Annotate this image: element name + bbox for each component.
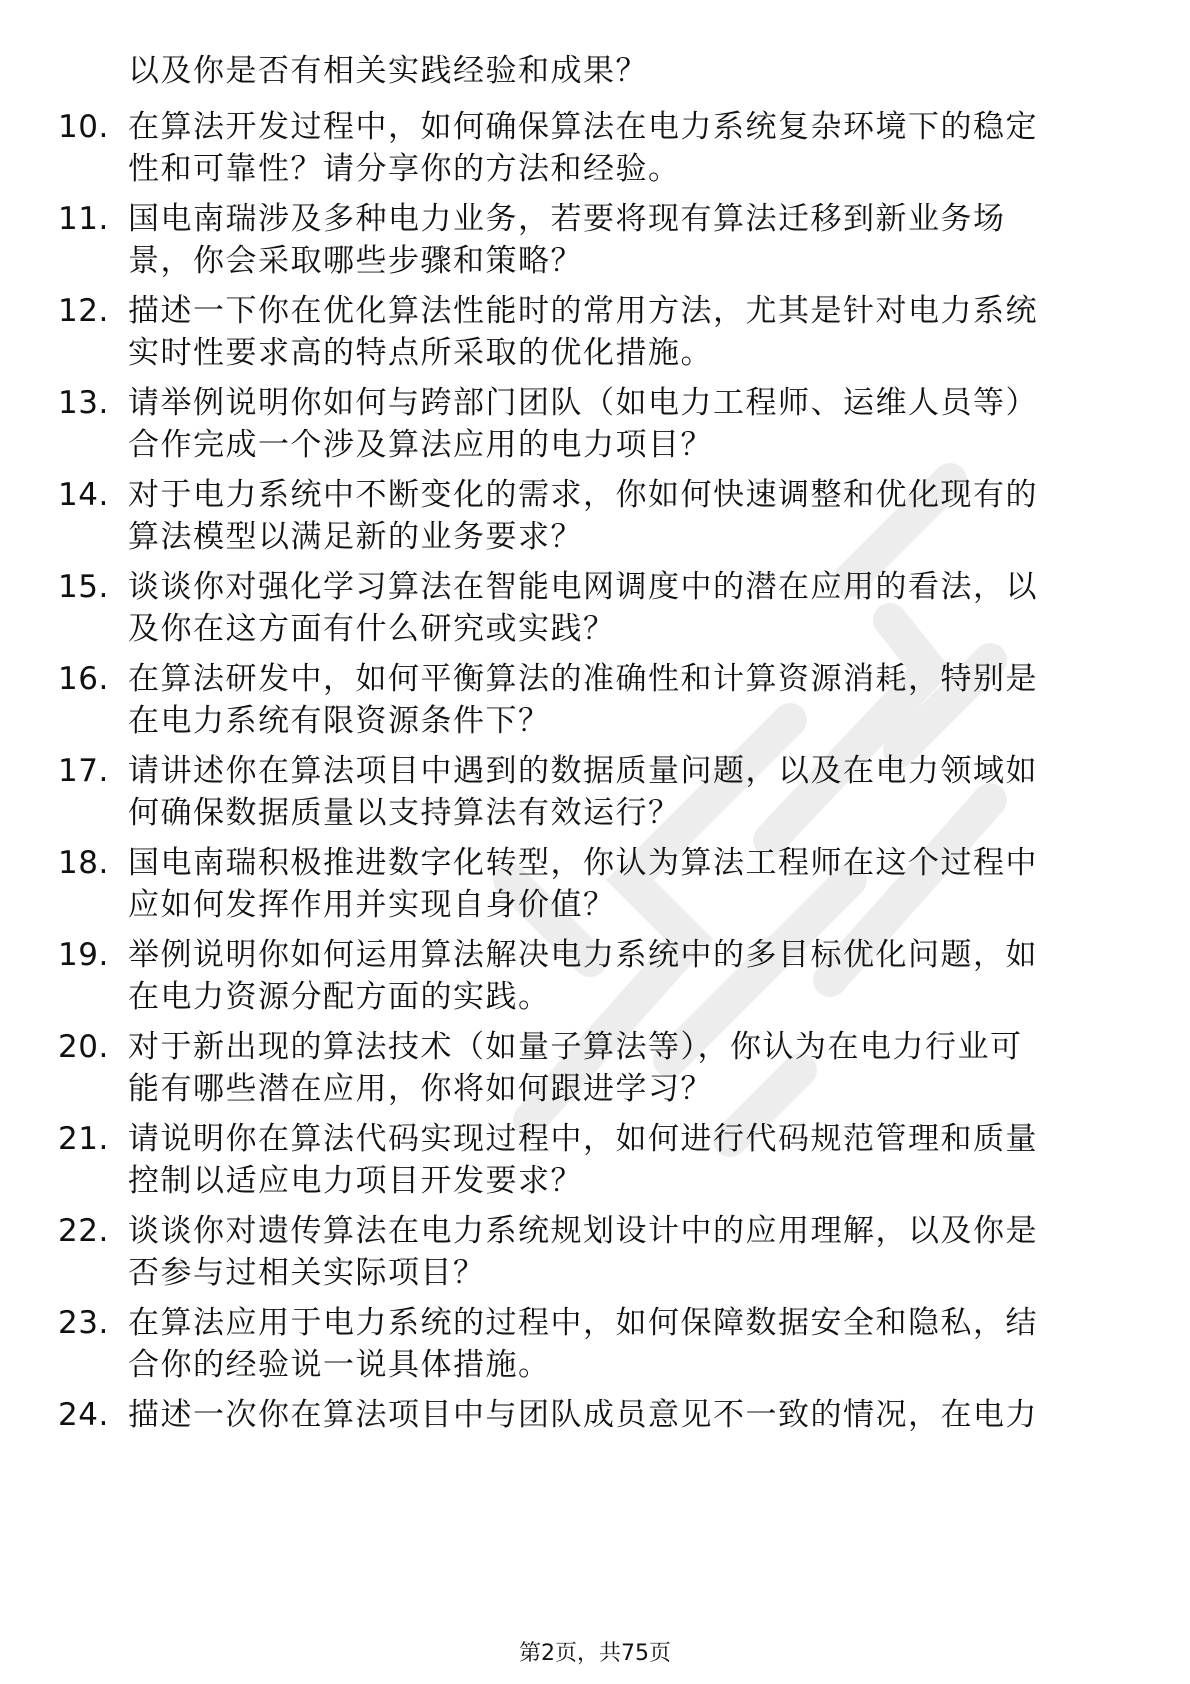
question-text: 谈谈你对强化学习算法在智能电网调度中的潜在应用的看法，以 及你在这方面有什么研究或实践？ [128,569,1038,647]
question-number: 13. [58,385,109,421]
question-text: 描述一次你在算法项目中与团队成员意见不一致的情况，在电力 [128,1397,1038,1433]
question-number: 23. [58,1305,109,1341]
question-number: 16. [58,661,109,697]
question-text: 请讲述你在算法项目中遇到的数据质量问题，以及在电力领域如 何确保数据质量以支持算法有效运行？ [128,753,1038,831]
question-text: 在算法研发中，如何平衡算法的准确性和计算资源消耗，特别是 在电力系统有限资源条件下？ [128,661,1038,739]
question-number: 21. [58,1121,109,1157]
question-text: 请举例说明你如何与跨部门团队（如电力工程师、运维人员等） 合作完成一个涉及算法应用的电力项目？ [128,385,1038,463]
question-number: 20. [58,1029,109,1065]
question-text: 对于新出现的算法技术（如量子算法等），你认为在电力行业可 能有哪些潜在应用，你将如何跟进学习？ [128,1029,1023,1107]
question-number: 19. [58,937,109,973]
question-number: 14. [58,477,109,513]
question-number: 15. [58,569,109,605]
question-number: 11. [58,201,109,237]
question-number: 10. [58,109,109,145]
question-text: 国电南瑞涉及多种电力业务，若要将现有算法迁移到新业务场 景，你会采取哪些步骤和策略？ [128,201,1006,279]
question-text: 国电南瑞积极推进数字化转型，你认为算法工程师在这个过程中 应如何发挥作用并实现自身价值？ [128,845,1038,923]
question-text: 在算法应用于电力系统的过程中，如何保障数据安全和隐私，结 合你的经验说一说具体措施。 [128,1305,1038,1383]
question-text: 对于电力系统中不断变化的需求，你如何快速调整和优化现有的 算法模型以满足新的业务要求？ [128,477,1038,555]
page-footer: 第2页，共75页 [519,1641,671,1666]
question-number: 18. [58,845,109,881]
question-number: 12. [58,293,109,329]
question-text: 请说明你在算法代码实现过程中，如何进行代码规范管理和质量 控制以适应电力项目开发要求？ [128,1121,1038,1199]
continuation-text: 以及你是否有相关实践经验和成果？ [128,53,648,89]
question-number: 22. [58,1213,109,1249]
question-number: 17. [58,753,109,789]
question-text: 在算法开发过程中，如何确保算法在电力系统复杂环境下的稳定 性和可靠性？请分享你的方法和经验。 [128,109,1038,187]
question-number: 24. [58,1397,109,1433]
question-text: 举例说明你如何运用算法解决电力系统中的多目标优化问题，如 在电力资源分配方面的实践。 [128,937,1038,1015]
question-text: 描述一下你在优化算法性能时的常用方法，尤其是针对电力系统 实时性要求高的特点所采取的优化措施。 [128,293,1038,371]
question-text: 谈谈你对遗传算法在电力系统规划设计中的应用理解，以及你是 否参与过相关实际项目？ [128,1213,1038,1291]
